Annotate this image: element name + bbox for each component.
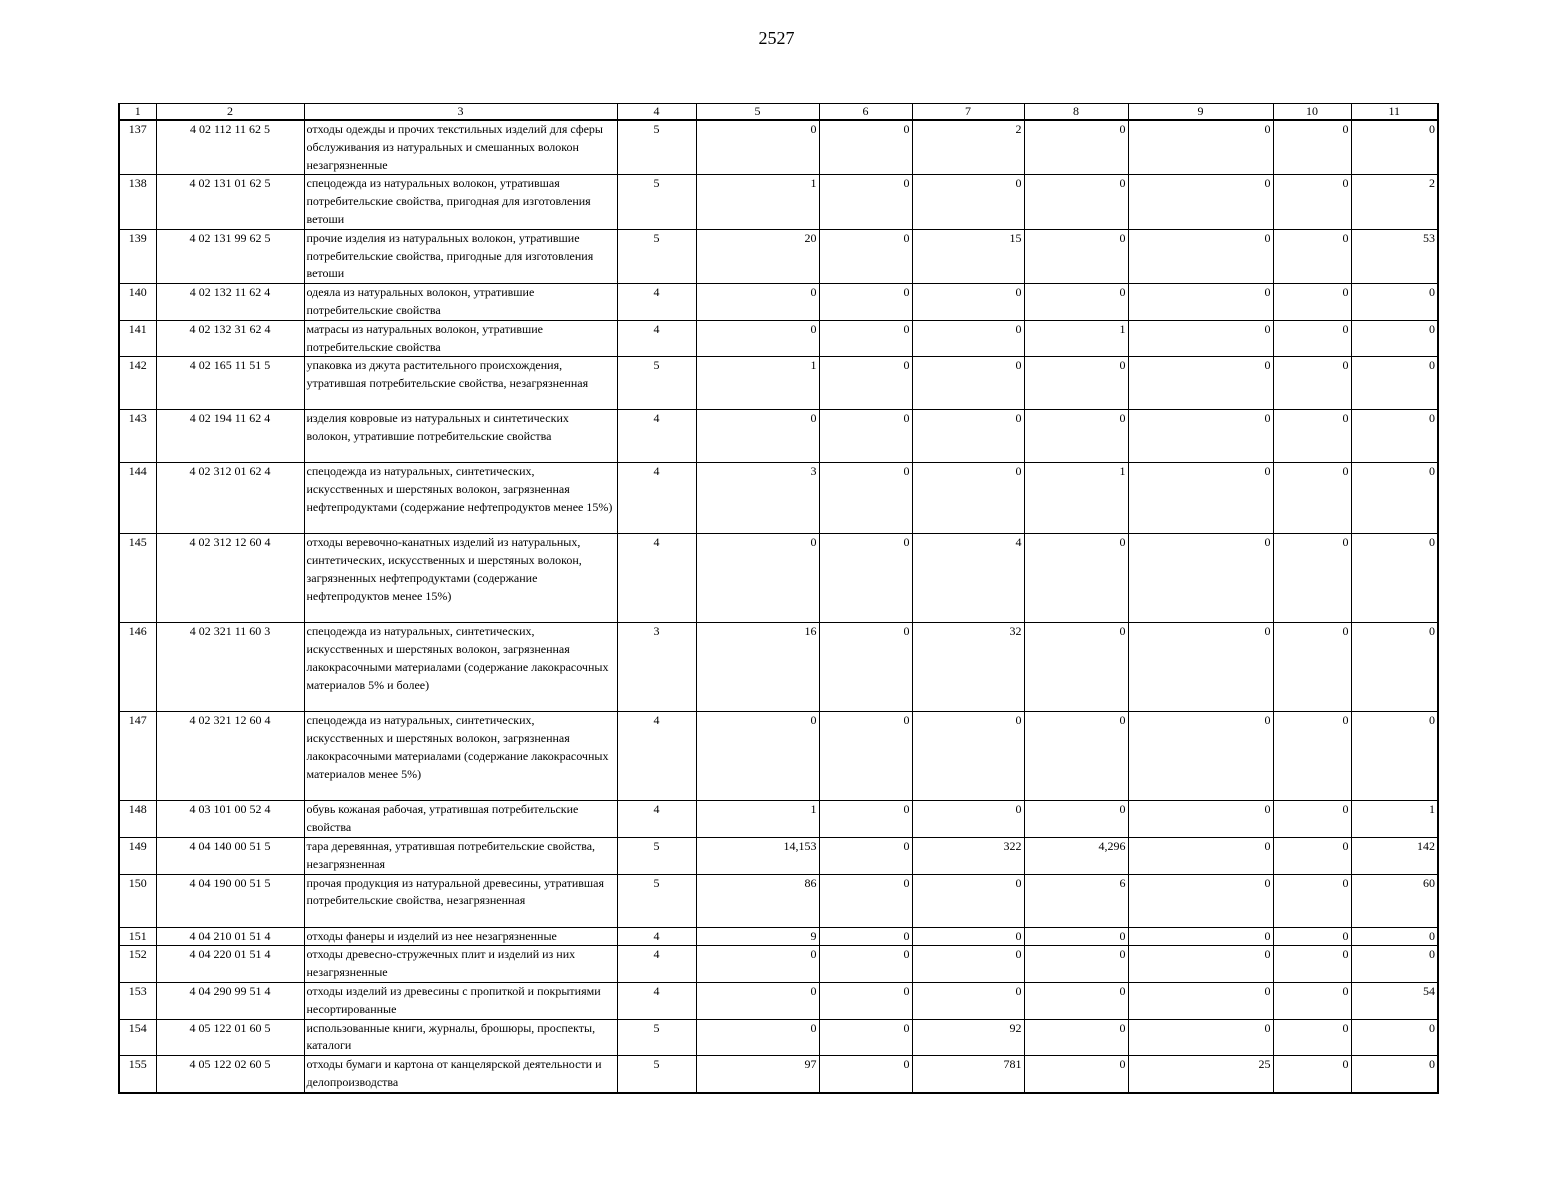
table-row	[119, 874, 1438, 927]
value-col-6: 0	[819, 946, 912, 983]
value-col-6: 0	[819, 712, 912, 801]
waste-name: обувь кожаная рабочая, утратившая потребительские свойства	[304, 801, 617, 838]
value-col-10: 0	[1273, 534, 1351, 623]
table-row	[119, 320, 1438, 357]
value-col-5: 20	[696, 229, 819, 283]
header-cell: 5	[696, 104, 819, 121]
hazard-class: 4	[617, 320, 696, 357]
value-col-7: 0	[912, 801, 1024, 838]
value-col-10: 0	[1273, 927, 1351, 946]
value-col-11: 53	[1351, 229, 1438, 283]
value-col-9: 0	[1128, 874, 1273, 927]
header-cell: 4	[617, 104, 696, 121]
waste-code: 4 04 190 00 51 5	[156, 874, 304, 927]
value-col-10: 0	[1273, 463, 1351, 534]
hazard-class: 5	[617, 120, 696, 175]
value-col-8: 0	[1024, 623, 1128, 712]
value-col-11: 0	[1351, 357, 1438, 410]
row-number: 141	[119, 320, 156, 357]
value-col-7: 0	[912, 357, 1024, 410]
value-col-7: 0	[912, 874, 1024, 927]
value-col-9: 0	[1128, 982, 1273, 1019]
value-col-6: 0	[819, 320, 912, 357]
value-col-9: 0	[1128, 534, 1273, 623]
value-col-5: 1	[696, 175, 819, 229]
value-col-11: 60	[1351, 874, 1438, 927]
header-cell: 8	[1024, 104, 1128, 121]
value-col-5: 0	[696, 982, 819, 1019]
value-col-5: 1	[696, 801, 819, 838]
value-col-8: 0	[1024, 284, 1128, 321]
hazard-class: 4	[617, 982, 696, 1019]
value-col-6: 0	[819, 927, 912, 946]
value-col-5: 0	[696, 284, 819, 321]
row-number: 151	[119, 927, 156, 946]
hazard-class: 4	[617, 463, 696, 534]
value-col-11: 2	[1351, 175, 1438, 229]
value-col-9: 0	[1128, 357, 1273, 410]
waste-code: 4 02 165 11 51 5	[156, 357, 304, 410]
value-col-7: 322	[912, 837, 1024, 874]
waste-name: одеяла из натуральных волокон, утратившие потребительские свойства	[304, 284, 617, 321]
waste-name: отходы бумаги и картона от канцелярской деятельности и делопроизводства	[304, 1056, 617, 1093]
value-col-10: 0	[1273, 357, 1351, 410]
value-col-10: 0	[1273, 874, 1351, 927]
value-col-5: 0	[696, 1019, 819, 1056]
value-col-9: 0	[1128, 175, 1273, 229]
waste-code: 4 04 210 01 51 4	[156, 927, 304, 946]
hazard-class: 5	[617, 175, 696, 229]
value-col-10: 0	[1273, 284, 1351, 321]
value-col-10: 0	[1273, 410, 1351, 463]
value-col-8: 6	[1024, 874, 1128, 927]
value-col-8: 0	[1024, 927, 1128, 946]
header-cell: 1	[119, 104, 156, 121]
value-col-11: 142	[1351, 837, 1438, 874]
value-col-9: 25	[1128, 1056, 1273, 1093]
hazard-class: 5	[617, 357, 696, 410]
value-col-11: 0	[1351, 463, 1438, 534]
row-number: 146	[119, 623, 156, 712]
hazard-class: 4	[617, 410, 696, 463]
waste-code: 4 02 312 12 60 4	[156, 534, 304, 623]
header-cell: 9	[1128, 104, 1273, 121]
table-body	[119, 120, 1438, 1093]
value-col-9: 0	[1128, 410, 1273, 463]
row-number: 149	[119, 837, 156, 874]
waste-code: 4 02 312 01 62 4	[156, 463, 304, 534]
waste-code: 4 05 122 02 60 5	[156, 1056, 304, 1093]
value-col-7: 32	[912, 623, 1024, 712]
value-col-11: 54	[1351, 982, 1438, 1019]
waste-code: 4 02 112 11 62 5	[156, 120, 304, 175]
value-col-10: 0	[1273, 623, 1351, 712]
value-col-11: 0	[1351, 946, 1438, 983]
value-col-10: 0	[1273, 1019, 1351, 1056]
value-col-10: 0	[1273, 175, 1351, 229]
value-col-7: 0	[912, 320, 1024, 357]
value-col-9: 0	[1128, 837, 1273, 874]
value-col-11: 0	[1351, 712, 1438, 801]
header-cell: 11	[1351, 104, 1438, 121]
value-col-10: 0	[1273, 946, 1351, 983]
value-col-8: 0	[1024, 1019, 1128, 1056]
value-col-5: 0	[696, 946, 819, 983]
waste-code: 4 04 140 00 51 5	[156, 837, 304, 874]
value-col-6: 0	[819, 463, 912, 534]
value-col-10: 0	[1273, 229, 1351, 283]
row-number: 147	[119, 712, 156, 801]
value-col-5: 16	[696, 623, 819, 712]
value-col-7: 15	[912, 229, 1024, 283]
value-col-11: 0	[1351, 927, 1438, 946]
waste-code: 4 03 101 00 52 4	[156, 801, 304, 838]
waste-name: отходы веревочно-канатных изделий из натуральных, синтетических, искусственных и шерстяных волокон, загрязненных нефтепродуктами (содержание нефтепродуктов менее 15%)	[304, 534, 617, 623]
waste-code: 4 04 290 99 51 4	[156, 982, 304, 1019]
header-cell: 7	[912, 104, 1024, 121]
value-col-8: 0	[1024, 982, 1128, 1019]
value-col-6: 0	[819, 120, 912, 175]
value-col-10: 0	[1273, 712, 1351, 801]
value-col-10: 0	[1273, 120, 1351, 175]
hazard-class: 4	[617, 946, 696, 983]
value-col-9: 0	[1128, 463, 1273, 534]
value-col-11: 0	[1351, 623, 1438, 712]
table-row	[119, 982, 1438, 1019]
value-col-6: 0	[819, 874, 912, 927]
hazard-class: 4	[617, 284, 696, 321]
page-number: 2527	[758, 28, 795, 48]
value-col-5: 0	[696, 712, 819, 801]
waste-name: отходы изделий из древесины с пропиткой и покрытиями несортированные	[304, 982, 617, 1019]
hazard-class: 5	[617, 837, 696, 874]
value-col-9: 0	[1128, 927, 1273, 946]
table-row	[119, 463, 1438, 534]
header-cell: 2	[156, 104, 304, 121]
value-col-7: 781	[912, 1056, 1024, 1093]
value-col-6: 0	[819, 1019, 912, 1056]
value-col-6: 0	[819, 284, 912, 321]
waste-name: спецодежда из натуральных, синтетических, искусственных и шерстяных волокон, загрязненная лакокрасочными материалами (содержание лакокрасочных материалов 5% и более)	[304, 623, 617, 712]
waste-name: прочая продукция из натуральной древесины, утратившая потребительские свойства, незагрязненная	[304, 874, 617, 927]
value-col-5: 0	[696, 410, 819, 463]
table-row	[119, 927, 1438, 946]
row-number: 142	[119, 357, 156, 410]
value-col-5: 0	[696, 120, 819, 175]
value-col-6: 0	[819, 837, 912, 874]
table-row	[119, 229, 1438, 283]
value-col-8: 0	[1024, 712, 1128, 801]
header-row	[119, 104, 1438, 121]
value-col-6: 0	[819, 982, 912, 1019]
value-col-5: 0	[696, 534, 819, 623]
row-number: 139	[119, 229, 156, 283]
table-row	[119, 357, 1438, 410]
value-col-10: 0	[1273, 801, 1351, 838]
waste-name: отходы одежды и прочих текстильных изделий для сферы обслуживания из натуральных и смешанных волокон незагрязненные	[304, 120, 617, 175]
table-row	[119, 1019, 1438, 1056]
waste-name: прочие изделия из натуральных волокон, утратившие потребительские свойства, пригодные для изготовления ветоши	[304, 229, 617, 283]
waste-code: 4 02 321 11 60 3	[156, 623, 304, 712]
hazard-class: 5	[617, 874, 696, 927]
waste-name: спецодежда из натуральных, синтетических, искусственных и шерстяных волокон, загрязненная нефтепродуктами (содержание нефтепродуктов менее 15%)	[304, 463, 617, 534]
value-col-11: 1	[1351, 801, 1438, 838]
value-col-5: 1	[696, 357, 819, 410]
table-row	[119, 534, 1438, 623]
value-col-8: 0	[1024, 1056, 1128, 1093]
table-row	[119, 175, 1438, 229]
value-col-9: 0	[1128, 320, 1273, 357]
row-number: 140	[119, 284, 156, 321]
value-col-9: 0	[1128, 284, 1273, 321]
header-cell: 6	[819, 104, 912, 121]
value-col-7: 0	[912, 410, 1024, 463]
value-col-6: 0	[819, 229, 912, 283]
value-col-9: 0	[1128, 120, 1273, 175]
row-number: 137	[119, 120, 156, 175]
value-col-11: 0	[1351, 534, 1438, 623]
value-col-8: 4,296	[1024, 837, 1128, 874]
value-col-9: 0	[1128, 801, 1273, 838]
waste-name: матрасы из натуральных волокон, утратившие потребительские свойства	[304, 320, 617, 357]
waste-name: изделия ковровые из натуральных и синтетических волокон, утратившие потребительские свойства	[304, 410, 617, 463]
row-number: 152	[119, 946, 156, 983]
value-col-8: 1	[1024, 463, 1128, 534]
hazard-class: 5	[617, 229, 696, 283]
value-col-6: 0	[819, 1056, 912, 1093]
hazard-class: 3	[617, 623, 696, 712]
value-col-7: 2	[912, 120, 1024, 175]
waste-name: тара деревянная, утратившая потребительские свойства, незагрязненная	[304, 837, 617, 874]
waste-code: 4 02 194 11 62 4	[156, 410, 304, 463]
value-col-11: 0	[1351, 1019, 1438, 1056]
value-col-9: 0	[1128, 1019, 1273, 1056]
value-col-6: 0	[819, 801, 912, 838]
value-col-7: 0	[912, 982, 1024, 1019]
value-col-6: 0	[819, 175, 912, 229]
header-cell: 10	[1273, 104, 1351, 121]
row-number: 148	[119, 801, 156, 838]
table-row	[119, 120, 1438, 175]
row-number: 144	[119, 463, 156, 534]
value-col-8: 0	[1024, 534, 1128, 623]
table-row	[119, 410, 1438, 463]
waste-name: спецодежда из натуральных волокон, утратившая потребительские свойства, пригодная для изготовления ветоши	[304, 175, 617, 229]
value-col-8: 0	[1024, 175, 1128, 229]
value-col-8: 0	[1024, 801, 1128, 838]
waste-name: использованные книги, журналы, брошюры, проспекты, каталоги	[304, 1019, 617, 1056]
hazard-class: 5	[617, 1056, 696, 1093]
value-col-8: 0	[1024, 946, 1128, 983]
row-number: 153	[119, 982, 156, 1019]
value-col-6: 0	[819, 534, 912, 623]
value-col-9: 0	[1128, 712, 1273, 801]
row-number: 138	[119, 175, 156, 229]
value-col-10: 0	[1273, 837, 1351, 874]
hazard-class: 4	[617, 534, 696, 623]
hazard-class: 4	[617, 801, 696, 838]
value-col-7: 92	[912, 1019, 1024, 1056]
hazard-class: 4	[617, 712, 696, 801]
value-col-7: 0	[912, 927, 1024, 946]
value-col-11: 0	[1351, 120, 1438, 175]
value-col-10: 0	[1273, 982, 1351, 1019]
table-row	[119, 1056, 1438, 1093]
waste-data-table	[118, 103, 1439, 1094]
value-col-7: 0	[912, 946, 1024, 983]
waste-code: 4 02 132 11 62 4	[156, 284, 304, 321]
value-col-9: 0	[1128, 623, 1273, 712]
value-col-8: 1	[1024, 320, 1128, 357]
table-row	[119, 712, 1438, 801]
table-row	[119, 801, 1438, 838]
waste-name: отходы древесно-стружечных плит и изделий из них незагрязненные	[304, 946, 617, 983]
value-col-7: 4	[912, 534, 1024, 623]
value-col-6: 0	[819, 410, 912, 463]
value-col-10: 0	[1273, 320, 1351, 357]
value-col-8: 0	[1024, 357, 1128, 410]
value-col-7: 0	[912, 712, 1024, 801]
value-col-11: 0	[1351, 410, 1438, 463]
value-col-5: 97	[696, 1056, 819, 1093]
value-col-11: 0	[1351, 320, 1438, 357]
value-col-5: 86	[696, 874, 819, 927]
value-col-7: 0	[912, 284, 1024, 321]
row-number: 145	[119, 534, 156, 623]
value-col-7: 0	[912, 463, 1024, 534]
hazard-class: 4	[617, 927, 696, 946]
row-number: 155	[119, 1056, 156, 1093]
value-col-5: 9	[696, 927, 819, 946]
value-col-9: 0	[1128, 946, 1273, 983]
waste-name: упаковка из джута растительного происхождения, утратившая потребительские свойства, незагрязненная	[304, 357, 617, 410]
header-cell: 3	[304, 104, 617, 121]
value-col-6: 0	[819, 357, 912, 410]
value-col-8: 0	[1024, 120, 1128, 175]
hazard-class: 5	[617, 1019, 696, 1056]
value-col-5: 0	[696, 320, 819, 357]
value-col-11: 0	[1351, 1056, 1438, 1093]
value-col-11: 0	[1351, 284, 1438, 321]
row-number: 150	[119, 874, 156, 927]
waste-code: 4 02 132 31 62 4	[156, 320, 304, 357]
waste-code: 4 02 321 12 60 4	[156, 712, 304, 801]
table-row	[119, 284, 1438, 321]
table-row	[119, 623, 1438, 712]
value-col-5: 14,153	[696, 837, 819, 874]
waste-name: спецодежда из натуральных, синтетических, искусственных и шерстяных волокон, загрязненная лакокрасочными материалами (содержание лакокрасочных материалов менее 5%)	[304, 712, 617, 801]
value-col-8: 0	[1024, 229, 1128, 283]
waste-name: отходы фанеры и изделий из нее незагрязненные	[304, 927, 617, 946]
table-row	[119, 946, 1438, 983]
value-col-5: 3	[696, 463, 819, 534]
table-row	[119, 837, 1438, 874]
row-number: 154	[119, 1019, 156, 1056]
value-col-9: 0	[1128, 229, 1273, 283]
waste-code: 4 02 131 99 62 5	[156, 229, 304, 283]
waste-code: 4 05 122 01 60 5	[156, 1019, 304, 1056]
value-col-10: 0	[1273, 1056, 1351, 1093]
value-col-8: 0	[1024, 410, 1128, 463]
value-col-6: 0	[819, 623, 912, 712]
row-number: 143	[119, 410, 156, 463]
waste-code: 4 02 131 01 62 5	[156, 175, 304, 229]
value-col-7: 0	[912, 175, 1024, 229]
waste-code: 4 04 220 01 51 4	[156, 946, 304, 983]
